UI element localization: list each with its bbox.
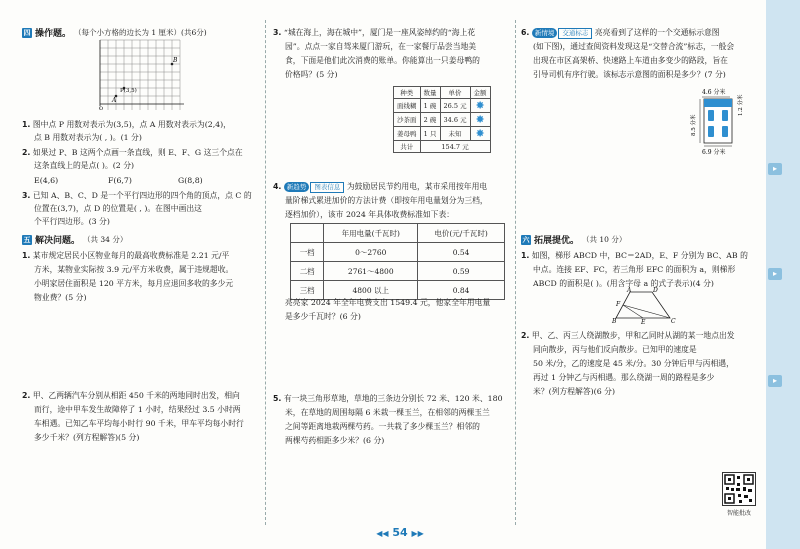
table-cell: 26.5 元 xyxy=(440,99,470,113)
s4-q2-option: F(6,7) xyxy=(108,176,132,185)
side-tab[interactable]: ▸ xyxy=(768,268,782,280)
s6-q2-line: 再过 1 分钟乙与丙相遇。那么绕湖一周的路程是多少 xyxy=(533,373,715,382)
qr-code-icon[interactable] xyxy=(722,472,756,506)
s5-q6-line: (如下图)，通过查阅资料发现这是“交替合流”标志，一般会 xyxy=(533,42,735,51)
splat-icon: ✸ xyxy=(470,99,490,113)
car-icon xyxy=(708,110,714,121)
label-f: F xyxy=(616,301,621,308)
s5-q4-after: 是多少千瓦时？(6 分) xyxy=(285,312,361,321)
table-cell: 0.54 xyxy=(418,243,505,262)
table-header-row xyxy=(394,87,491,99)
table-header-cell: 数量 xyxy=(420,87,440,99)
table-header-cell: 电价(元/千瓦时) xyxy=(418,224,505,243)
s6-q2-line: 米？(列方程解答)(6 分) xyxy=(533,387,615,396)
table-row xyxy=(394,113,491,127)
s4-q3: 3. 已知 A、B、C、D 是一个平行四边形的四个角的顶点，点 C 的 xyxy=(22,191,252,200)
side-tab-strip xyxy=(766,0,800,549)
s5-q2: 2. 甲、乙两辆汽车分别从相距 450 千米的两地同时出发，相向 xyxy=(22,391,240,400)
qr-caption: 智能批改 xyxy=(726,510,751,517)
table-header-row xyxy=(291,224,505,243)
table-row xyxy=(394,99,491,113)
table-cell: 共计 xyxy=(394,141,421,153)
table-header-cell: 单价 xyxy=(440,87,470,99)
tag-chart-info: 图表信息 xyxy=(310,182,344,193)
sign-label-bottom: 6.9 分米 xyxy=(702,149,726,156)
table-cell: 0.59 xyxy=(418,262,505,281)
splat-icon: ✸ xyxy=(470,127,490,141)
section-4-heading xyxy=(22,26,207,39)
s4-q2-option: E(4,6) xyxy=(34,176,59,185)
s6-q2: 2. 甲、乙、丙三人绕湖散步，甲和乙同时从湖的某一地点出发 xyxy=(521,331,735,340)
s5-q5-line: 米，在草地的周围每隔 6 米栽一棵玉兰，在相邻的两棵玉兰 xyxy=(285,408,490,417)
table-cell: 一档 xyxy=(291,243,324,262)
table-cell: 面线糊 xyxy=(394,99,421,113)
table-cell: 34.6 元 xyxy=(440,113,470,127)
s6-q2-line: 50 米/分，乙的速度是 45 米/分。30 分钟后甲与丙相遇， xyxy=(533,359,734,368)
s5-q3-line: 价格吗？(5 分) xyxy=(285,70,338,79)
table-cell: 1 碗 xyxy=(420,99,440,113)
label-a: A xyxy=(627,287,632,294)
label-a: A xyxy=(112,97,117,104)
label-e: E xyxy=(641,319,646,326)
table-header-cell: 金额 xyxy=(470,87,490,99)
s5-q6-line: 引导司机有序行驶。该标志示意图的面积是多少？(7 分) xyxy=(533,70,726,79)
column-divider xyxy=(265,20,266,525)
trapezoid-diagram xyxy=(612,288,682,324)
s6-q1: 1. 如图，梯形 ABCD 中，BC＝2AD，E、F 分别为 BC、AB 的 xyxy=(521,251,748,260)
splat-icon: ✸ xyxy=(470,113,490,127)
s4-q3-line2: 位置在(3,7)，点 D 的位置是( , )。在图中画出这 xyxy=(34,204,202,213)
table-cell: 154.7 元 xyxy=(420,141,490,153)
label-p: P(3,5) xyxy=(120,88,137,94)
table-cell: 0～2760 xyxy=(324,243,418,262)
table-header-cell xyxy=(291,224,324,243)
label-b: B xyxy=(173,57,178,64)
s5-q3-line: 园”。点点一家自驾来厦门游玩，在一家餐厅品尝当地美 xyxy=(285,42,477,51)
table-cell: 二档 xyxy=(291,262,324,281)
coordinate-grid xyxy=(100,40,186,110)
section-title: 解决问题。 xyxy=(35,236,81,246)
s5-q5-line: 两棵芍药相距多少米？(6 分) xyxy=(285,436,385,445)
s4-q2: 2. 如果过 P、B 这两个点画一条直线，则 E、F、G 这三个点在 xyxy=(22,148,243,157)
section-6-heading xyxy=(521,233,626,246)
section-5-heading xyxy=(22,233,127,246)
s5-q4-line: 量阶梯式累进加价的方法计费（即按年用电量划分为三档， xyxy=(285,196,488,205)
s4-q2-option: G(8,8) xyxy=(178,176,203,185)
side-tab[interactable]: ▸ xyxy=(768,163,782,175)
s5-q2-line: 而行，途中甲车发生故障停了 1 小时，结果经过 3.5 小时两 xyxy=(34,405,241,414)
table-row xyxy=(291,262,505,281)
merge-sign-diagram xyxy=(690,86,750,158)
car-icon xyxy=(708,126,714,137)
side-tab[interactable]: ▸ xyxy=(768,375,782,387)
section-title: 操作题。 xyxy=(35,29,72,39)
s4-q3-line3: 个平行四边形。(3 分) xyxy=(34,217,110,226)
s5-q2-line: 车相遇。已知乙车平均每小时行 90 千米，甲车平均每小时行 xyxy=(34,419,244,428)
table-cell: 2761～4800 xyxy=(324,262,418,281)
electricity-rate-table xyxy=(290,223,505,300)
page-number xyxy=(364,526,436,539)
table-cell: 2 碗 xyxy=(420,113,440,127)
s5-q1-line: 方米，某物业实际按 3.9 元/平方米收费，属于违规超收。 xyxy=(34,265,234,274)
sign-label-top: 4.6 分米 xyxy=(702,89,726,96)
table-row xyxy=(394,127,491,141)
s5-q4: 4. 新趋势 图表信息 为鼓励居民节约用电，某市采用按年用电 xyxy=(273,182,488,191)
table-cell: 三档 xyxy=(291,281,324,300)
s5-q3-line: 食，下面是他们此次消费的账单。你能算出一只姜母鸭的 xyxy=(285,56,480,65)
table-cell: 未知 xyxy=(440,127,470,141)
table-cell: 姜母鸭 xyxy=(394,127,421,141)
s6-q1-line: 中点。连接 EF、FC，若三角形 EFC 的面积为 a，则梯形 xyxy=(533,265,736,274)
s5-q5: 5. 有一块三角形草地，草地的三条边分别长 72 米、120 米、180 xyxy=(273,394,503,403)
section-badge: 六 xyxy=(522,235,530,244)
table-cell: 4800 以上 xyxy=(324,281,418,300)
table-header-cell: 种类 xyxy=(394,87,421,99)
label-c: C xyxy=(671,318,676,325)
label-d: D xyxy=(653,287,658,294)
s4-q1: 1. 图中点 P 用数对表示为(3,5)，点 A 用数对表示为(2,4)， xyxy=(22,120,231,129)
car-icon xyxy=(722,110,728,121)
s5-q4-after: 亮亮家 2024 年全年电费支出 1549.4 元，他家全年用电量 xyxy=(285,298,491,307)
s5-q1-line: 物业费？(5 分) xyxy=(34,293,87,302)
table-row xyxy=(291,243,505,262)
tag-new-context: 新情境 xyxy=(532,28,558,38)
s5-q6-line: 出现在市区高架桥、快速路上车道由多变少的路段，旨在 xyxy=(533,56,728,65)
segment-fc xyxy=(623,305,670,318)
s6-q1-line: ABCD 的面积是( )。(用含字母 a 的式子表示)(4 分) xyxy=(533,279,714,288)
s5-q1-line: 小明家居住面积是 120 平方米，每月应退回多收的多少元 xyxy=(34,279,234,288)
table-cell: 1 只 xyxy=(420,127,440,141)
section-badge: 五 xyxy=(23,235,31,244)
qr-pattern xyxy=(723,473,755,505)
table-cell: 沙茶面 xyxy=(394,113,421,127)
table-total-row xyxy=(394,141,491,153)
page-number-value: 54 xyxy=(392,526,408,539)
tag-traffic-sign: 交通标志 xyxy=(558,28,592,39)
restaurant-bill-table xyxy=(393,86,491,153)
s6-q2-line: 同向散步，丙与他们反向散步。已知甲的速度是 xyxy=(533,345,697,354)
car-icon xyxy=(722,126,728,137)
prev-arrow-icon[interactable]: ◀◀ xyxy=(376,529,389,538)
label-b: B xyxy=(612,318,617,325)
s5-q3: 3. “城在海上，海在城中”，厦门是一座风姿绰约的“海上花 xyxy=(273,28,476,37)
section-note: （每个小方格的边长为 1 厘米）(共6分) xyxy=(74,28,207,37)
s5-q1: 1. 某市规定居民小区物业每月的最高收费标准是 2.21 元/平 xyxy=(22,251,230,260)
s5-q5-line: 之间等距离地栽两棵芍药。一共栽了多少棵玉兰？相邻的 xyxy=(285,422,480,431)
section-badge: 四 xyxy=(23,28,31,37)
section-title: 拓展提优。 xyxy=(534,236,580,246)
tag-new-trend: 新趋势 xyxy=(284,182,310,192)
s5-q2-line: 多少千米？(列方程解答)(5 分) xyxy=(34,433,140,442)
sign-top-band xyxy=(704,99,732,107)
section-note: （共 34 分） xyxy=(83,235,128,244)
column-divider xyxy=(515,20,516,525)
s5-q4-line: 逐档加价），该市 2024 年具体收费标准如下表： xyxy=(285,210,455,219)
s5-q6: 6. 新情境 交通标志 亮亮看到了这样的一个交通标示意图 xyxy=(521,28,720,37)
table-header-cell: 年用电量(千瓦时) xyxy=(324,224,418,243)
segment-fe xyxy=(623,305,643,318)
section-note: （共 10 分） xyxy=(582,235,627,244)
sign-label-left: 8.5 分米 xyxy=(691,114,697,136)
next-arrow-icon[interactable]: ▶▶ xyxy=(411,529,424,538)
s4-q1-line2: 点 B 用数对表示为( , )。(1 分) xyxy=(34,133,142,142)
table-cell: 0.84 xyxy=(418,281,505,300)
sign-label-right: 1.2 分米 xyxy=(738,94,744,116)
s4-q2-line2: 这条直线上的是点( )。(2 分) xyxy=(34,161,135,170)
label-origin: O xyxy=(99,106,104,112)
